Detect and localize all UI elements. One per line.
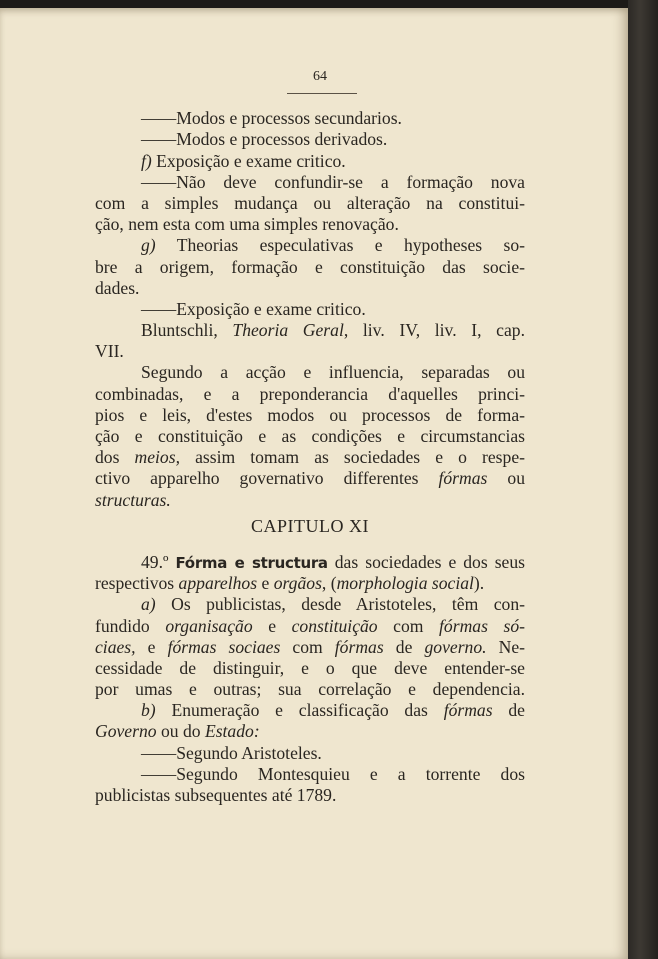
text-line: publicistas subsequentes até 1789.	[95, 785, 337, 806]
book-page	[0, 8, 628, 959]
text-line: respectivos apparelhos e orgãos, (morphologia social).	[95, 573, 485, 594]
text-line: ciaes, e fórmas sociaes com fórmas de governo. Ne-	[95, 636, 526, 657]
text-line: Segundo a acção e influencia, separadas ou	[141, 362, 525, 383]
text-line: ——Modos e processos secundarios.	[141, 108, 402, 129]
text-line: bre a origem, formação e constituição das socie-	[95, 256, 525, 277]
text-line: Bluntschli, Theoria Geral, liv. IV, liv. I, cap.	[141, 320, 525, 341]
text-line: ——Modos e processos derivados.	[141, 129, 388, 150]
text-line: ——Exposição e exame critico.	[141, 298, 366, 319]
text-line: pios e leis, d'estes modos ou processos de forma-	[95, 404, 525, 425]
text-line: por umas e outras; sua correlação e dependencia.	[95, 679, 525, 700]
text-line: ——Segundo Aristoteles.	[141, 742, 322, 763]
book-spine-edge	[628, 0, 658, 959]
text-line: ——Não deve confundir-se a formação nova	[141, 171, 525, 192]
text-line: Governo ou do Estado:	[95, 721, 260, 742]
section-term: Fórma e structura	[175, 553, 328, 572]
text-line: 49.º Fórma e structura das sociedades e dos seus	[141, 551, 526, 572]
text-line: VII.	[95, 341, 124, 362]
text-line: dades.	[95, 277, 140, 298]
text-line: cessidade de distinguir, e o que deve entender-se	[95, 657, 525, 678]
text-line: combinadas, e a preponderancia d'aquelles princi-	[95, 383, 525, 404]
chapter-heading: CAPITULO XI	[251, 515, 369, 536]
text-line: fundido organisação e constituição com fórmas só-	[95, 615, 525, 636]
page-number: 64	[313, 69, 327, 84]
text-line: g) Theorias especulativas e hypotheses so-	[141, 235, 525, 256]
text-line: f) Exposição e exame critico.	[141, 150, 346, 171]
text-line: ção, nem esta com uma simples renovação.	[95, 214, 399, 235]
page-text	[95, 66, 525, 806]
text-line: dos meios, assim tomam as sociedades e o respe-	[95, 447, 525, 468]
text-line: structuras.	[95, 489, 171, 510]
text-line: ctivo apparelho governativo differentes fórmas ou	[95, 468, 525, 489]
header-rule	[287, 93, 357, 94]
text-line: a) Os publicistas, desde Aristoteles, têm con-	[141, 594, 525, 615]
text-line: ——Segundo Montesquieu e a torrente dos	[141, 763, 525, 784]
text-line: ção e constituição e as condições e circumstancias	[95, 426, 525, 447]
text-line: b) Enumeração e classificação das fórmas de	[141, 700, 525, 721]
text-line: com a simples mudança ou alteração na constitui-	[95, 192, 525, 213]
